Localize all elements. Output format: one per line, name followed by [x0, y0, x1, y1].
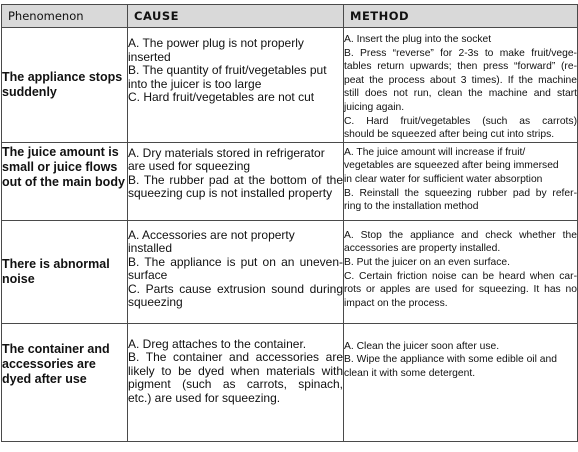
- header-method: METHOD: [344, 5, 578, 28]
- phenomenon-cell: The juice amount is small or juice flows out of the main body: [2, 142, 128, 220]
- cause-cell: A. Dreg attaches to the container. B. The container and accessories are likely to be dyed when materials with pigment (such as carrots, spinach, etc.) are used for squeezing.: [128, 323, 344, 441]
- table-row: [2, 323, 578, 441]
- method-cell: A. Stop the appliance and check whether the accessories are property installed. B. Put the juicer on an even surface. C. Certain friction noise can be heard when car- rots or apples are used for squeezing. It has no impact on the process.: [344, 220, 578, 323]
- cause-cell: A. The power plug is not properly inserted B. The quantity of fruit/vegetables put into the juicer is too large C. Hard fruit/vegetables are not cut: [128, 28, 344, 143]
- header-phenomenon: Phenomenon: [2, 5, 128, 28]
- troubleshooting-table: [1, 4, 578, 442]
- method-cell: A. The juice amount will increase if fruit/ vegetables are squeezed after being immersed in clear water for sufficient water absorption B. Reinstall the squeezing rubber pad by refer- ring to the installation method: [344, 142, 578, 220]
- method-cell: A. Insert the plug into the socket B. Press “reverse” for 2-3s to make fruit/vege- tables return upwards; then press “forward” (re- peat the process about 3 times). If the machine still does not run, clean the machine and start juicing again. C. Hard fruit/vegetables (such as carrots) should be squeezed after being cut into strips.: [344, 28, 578, 143]
- header-row: [2, 5, 578, 28]
- phenomenon-cell: The container and accessories are dyed after use: [2, 323, 128, 441]
- cause-cell: A. Dry materials stored in refrigerator are used for squeezing B. The rubber pad at the bottom of the squeezing cup is not installed property: [128, 142, 344, 220]
- phenomenon-cell: There is abnormal noise: [2, 220, 128, 323]
- method-cell: A. Clean the juicer soon after use. B. Wipe the appliance with some edible oil and clean it with some detergent.: [344, 323, 578, 441]
- table-row: [2, 142, 578, 220]
- header-cause: CAUSE: [128, 5, 344, 28]
- table-row: [2, 220, 578, 323]
- cause-cell: A. Accessories are not property installed B. The appliance is put on an uneven- surface C. Parts cause extrusion sound during squeezing: [128, 220, 344, 323]
- table-row: [2, 28, 578, 143]
- phenomenon-cell: The appliance stops suddenly: [2, 28, 128, 143]
